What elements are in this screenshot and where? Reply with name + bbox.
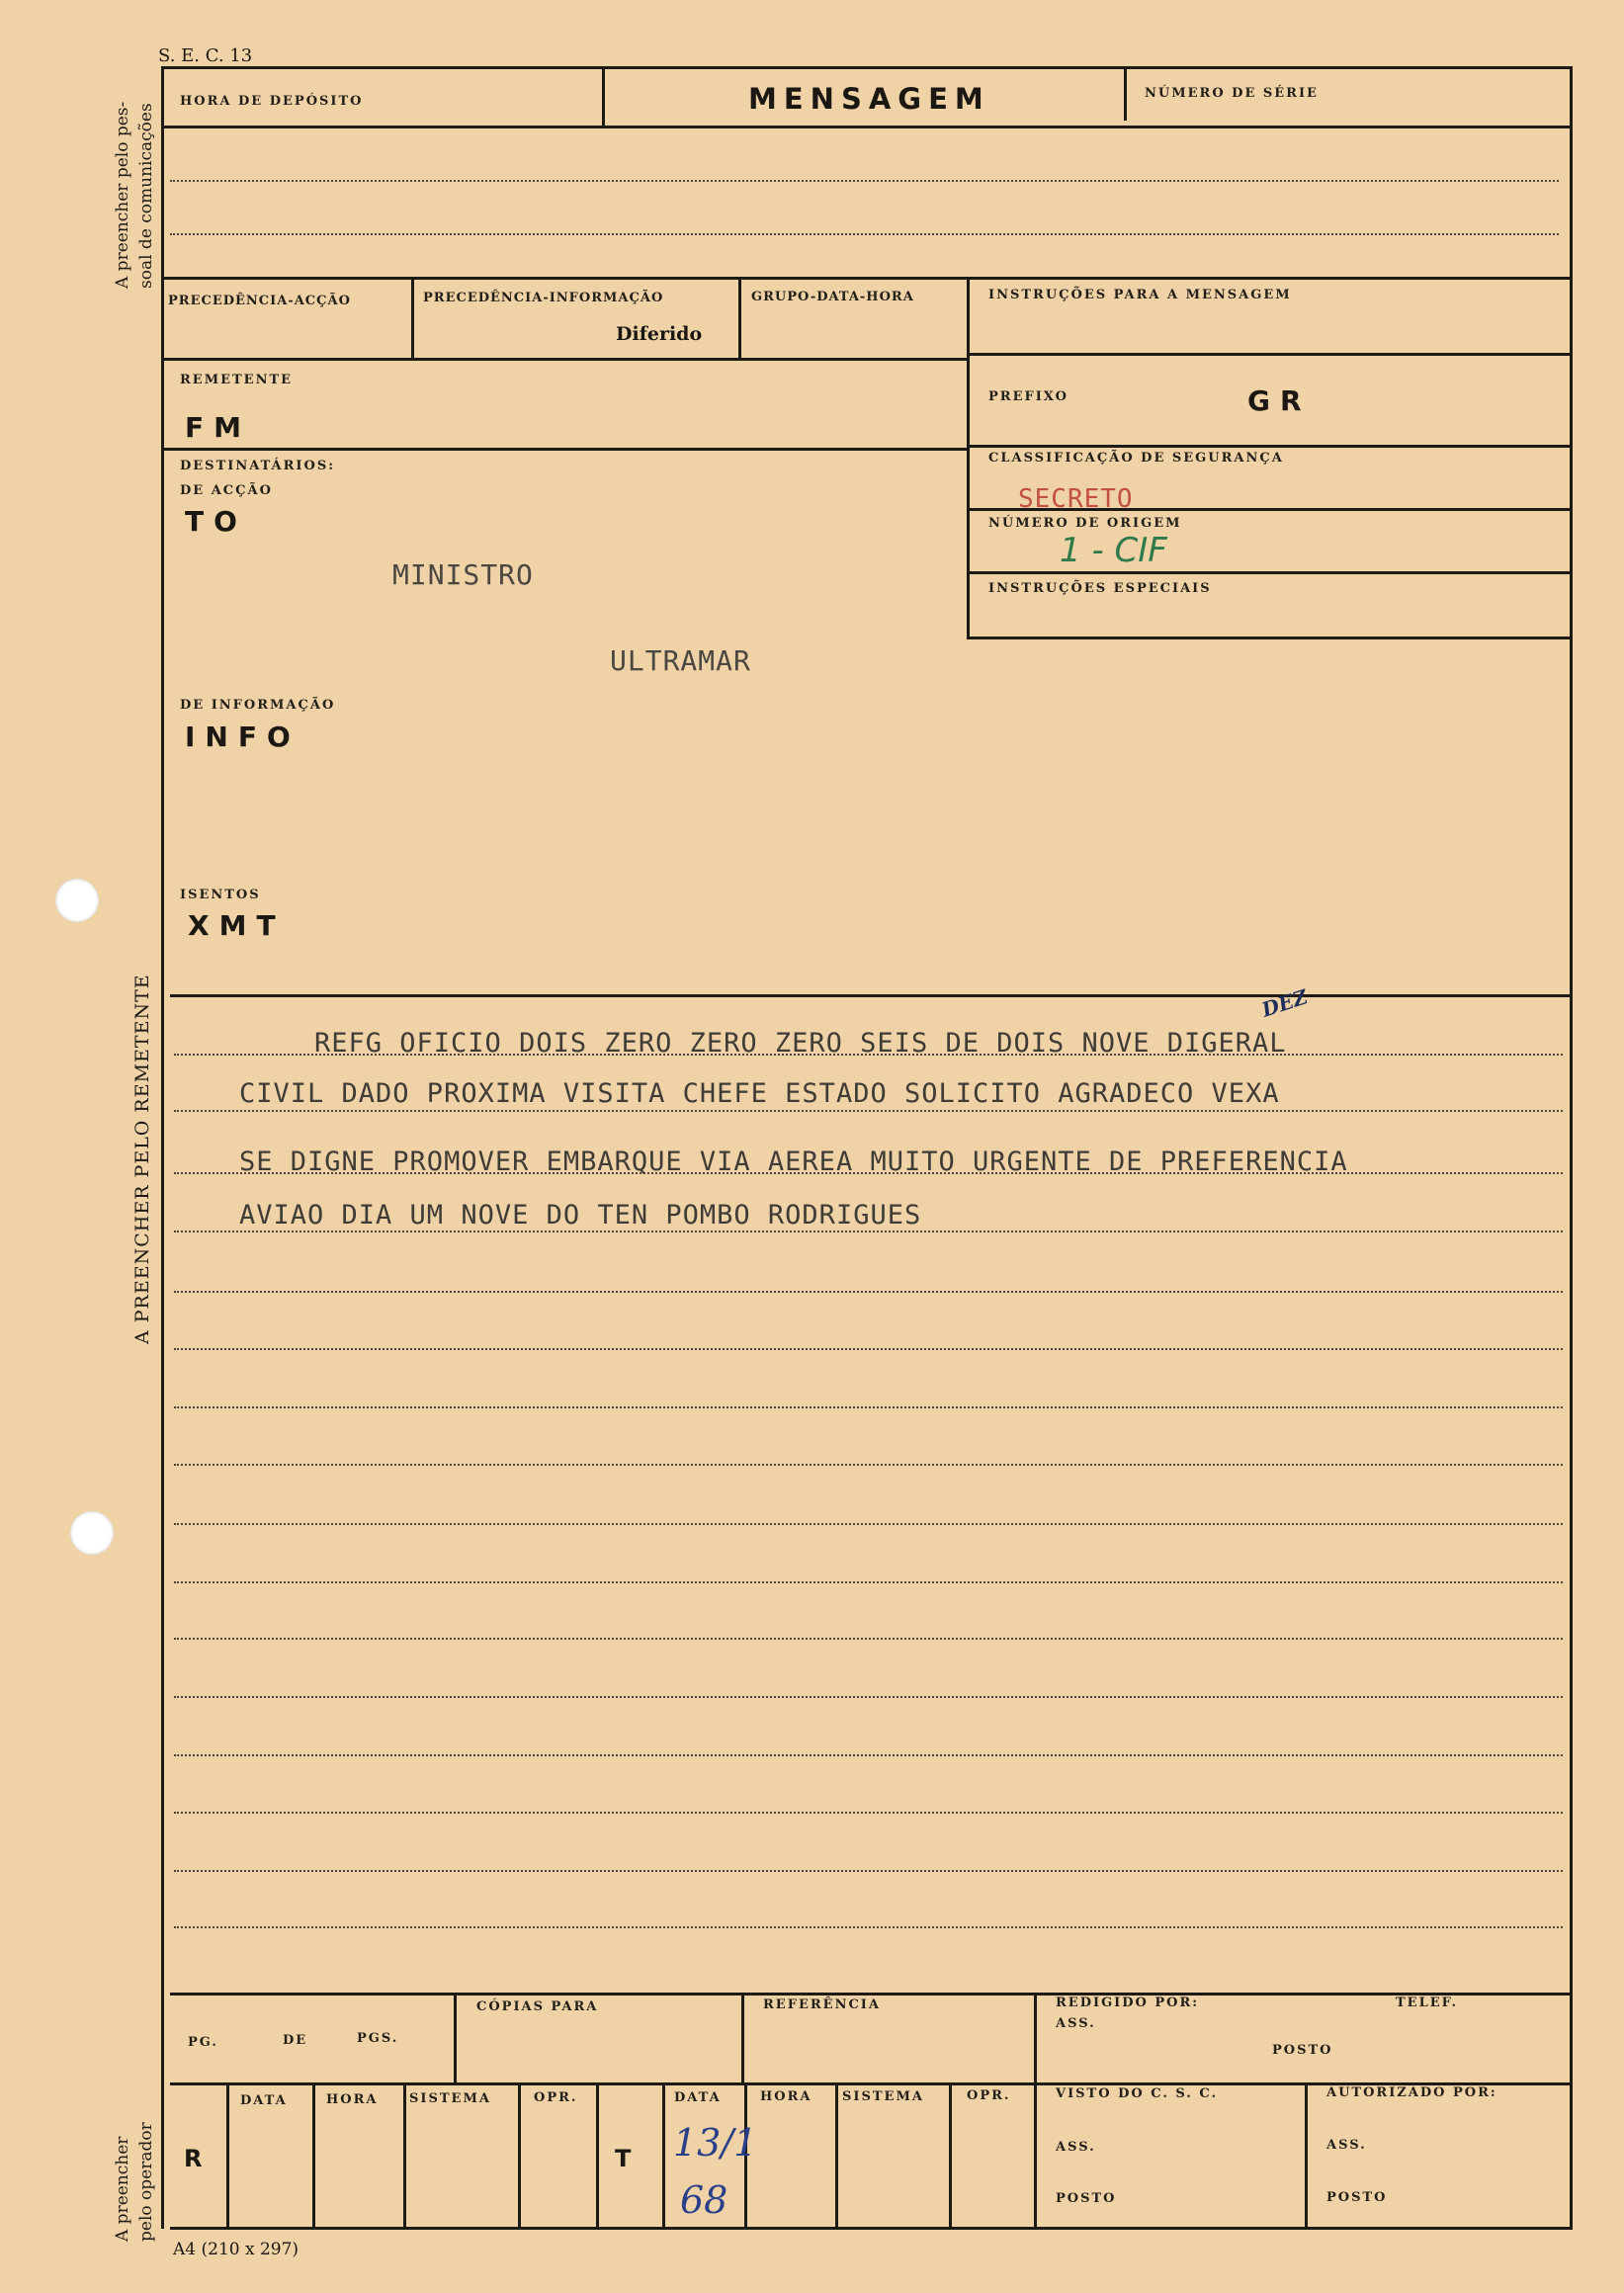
de-label: DE (283, 2033, 308, 2048)
prec-divider-2 (738, 280, 741, 359)
recipient-line-2: ULTRAMAR (610, 644, 751, 677)
side-note-bottom-line1: A preencher (113, 2136, 132, 2242)
pg-label: PG. (188, 2035, 218, 2050)
message-line-1: REFG OFICIO DOIS ZERO ZERO ZERO SEIS DE DOIS NOVE DIGERAL (314, 1028, 1287, 1059)
precedencia-informacao-value: Diferido (616, 323, 703, 345)
recipient-line-1: MINISTRO (392, 558, 534, 591)
visto-label: VISTO DO C. S. C. (1056, 2086, 1218, 2101)
de-informacao-code: INFO (185, 721, 300, 753)
t-hora-label: HORA (760, 2089, 812, 2104)
rule-header-bottom (161, 126, 1573, 128)
rule-footer-top (170, 1993, 1573, 1996)
header-dotted-line-2 (170, 233, 1559, 235)
classificacao-label: CLASSIFICAÇÃO DE SEGURANÇA (988, 451, 1284, 466)
r-opr-label: OPR. (534, 2090, 578, 2105)
frame-right (1570, 66, 1573, 2229)
op-divider-8 (835, 2085, 838, 2229)
rule-remetente-top (161, 358, 967, 361)
prefixo-label: PREFIXO (988, 389, 1068, 404)
side-note-top (111, 32, 158, 289)
de-informacao-label: DE INFORMAÇÃO (180, 698, 336, 713)
pgs-label: PGS. (357, 2031, 399, 2046)
classificacao-value: SECRETO (1018, 484, 1134, 514)
message-insertion: DEZ (1258, 984, 1311, 1022)
rule-top (161, 66, 1573, 69)
rule-message-top (170, 994, 1573, 997)
message-dotted-line-14 (174, 1812, 1563, 1814)
prec-divider-1 (411, 280, 414, 359)
message-dotted-line-8 (174, 1464, 1563, 1466)
side-note-bottom-line2: pelo operador (136, 2122, 156, 2242)
message-dotted-line-2 (174, 1110, 1563, 1112)
header-dotted-line-1 (170, 180, 1559, 182)
prec-divider-3 (967, 280, 970, 638)
r-code: R (184, 2145, 213, 2172)
footer-divider-1 (454, 1996, 457, 2084)
redigido-ass-label: ASS. (1056, 2016, 1096, 2031)
message-line-3: SE DIGNE PROMOVER EMBARQUE VIA AEREA MUITO URGENTE DE PREFERENCIA (239, 1146, 1348, 1177)
t-sistema-label: SISTEMA (842, 2089, 924, 2104)
precedencia-informacao-label: PRECEDÊNCIA-INFORMAÇÃO (423, 291, 664, 305)
message-dotted-line-1 (174, 1054, 1563, 1056)
message-line-4: AVIAO DIA UM NOVE DO TEN POMBO RODRIGUES (239, 1200, 922, 1231)
grupo-data-hora-label: GRUPO-DATA-HORA (751, 290, 914, 304)
side-note-top-line1: A preencher pelo pes- (113, 101, 132, 289)
message-line-2: CIVIL DADO PROXIMA VISITA CHEFE ESTADO SOLICITO AGRADECO VEXA (239, 1078, 1280, 1109)
numero-serie-label: NÚMERO DE SÉRIE (1145, 86, 1319, 101)
de-accao-code: TO (185, 505, 247, 538)
side-note-bottom (111, 2044, 158, 2242)
op-divider-6 (662, 2085, 665, 2229)
footer-divider-3 (1034, 1996, 1037, 2229)
footer-divider-2 (741, 1996, 744, 2084)
remetente-value: FM (185, 411, 251, 444)
op-divider-4 (518, 2085, 521, 2229)
side-note-top-line2: soal de comunicações (136, 103, 156, 289)
rule-bottom (170, 2227, 1573, 2230)
message-dotted-line-10 (174, 1581, 1563, 1583)
r-data-label: DATA (240, 2093, 288, 2108)
message-dotted-line-3 (174, 1172, 1563, 1174)
r-sistema-label: SISTEMA (409, 2091, 491, 2106)
form-code: S. E. C. 13 (158, 45, 253, 66)
rule-destinatarios-top (161, 448, 967, 451)
t-data-label: DATA (674, 2090, 722, 2105)
remetente-label: REMETENTE (180, 373, 294, 387)
message-dotted-line-4 (174, 1231, 1563, 1232)
t-code: T (615, 2145, 641, 2172)
message-dotted-line-6 (174, 1348, 1563, 1350)
autorizado-ass-label: ASS. (1326, 2138, 1367, 2153)
header-divider-2 (1124, 69, 1127, 121)
rule-numero-origem-top (967, 508, 1573, 511)
autorizado-posto-label: POSTO (1326, 2190, 1388, 2205)
punch-hole-top (55, 879, 99, 922)
t-opr-label: OPR. (967, 2088, 1011, 2103)
op-divider-1 (226, 2085, 229, 2229)
instrucoes-especiais-label: INSTRUÇÕES ESPECIAIS (988, 581, 1212, 596)
rule-precedence-top (161, 277, 1573, 280)
numero-origem-label: NÚMERO DE ORIGEM (988, 516, 1182, 531)
rule-prefixo-top (967, 353, 1573, 356)
rule-instrucoes-especiais-bottom (967, 637, 1573, 639)
hora-deposito-label: HORA DE DEPÓSITO (180, 94, 364, 109)
redigido-posto-label: POSTO (1272, 2043, 1333, 2058)
message-dotted-line-15 (174, 1870, 1563, 1872)
message-dotted-line-7 (174, 1406, 1563, 1408)
visto-ass-label: ASS. (1056, 2140, 1096, 2155)
destinatarios-label: DESTINATÁRIOS: (180, 459, 336, 473)
frame-left (161, 69, 164, 2229)
isentos-code: XMT (188, 909, 286, 942)
numero-origem-value: 1 - CIF (1060, 531, 1167, 570)
rule-instrucoes-especiais-top (967, 571, 1573, 574)
rule-classificacao-top (967, 445, 1573, 448)
de-accao-label: DE ACÇÃO (180, 483, 273, 498)
prefixo-value: GR (1247, 384, 1312, 417)
telef-label: TELEF. (1396, 1996, 1459, 2010)
message-title: MENSAGEM (748, 82, 990, 116)
op-divider-10 (1305, 2085, 1308, 2229)
op-divider-3 (403, 2085, 406, 2229)
isentos-label: ISENTOS (180, 888, 261, 902)
visto-posto-label: POSTO (1056, 2191, 1117, 2206)
redigido-label: REDIGIDO POR: (1056, 1996, 1200, 2010)
instrucoes-mensagem-label: INSTRUÇÕES PARA A MENSAGEM (988, 288, 1292, 302)
message-dotted-line-12 (174, 1696, 1563, 1698)
op-divider-9 (949, 2085, 952, 2229)
r-hora-label: HORA (326, 2092, 379, 2107)
message-dotted-line-11 (174, 1638, 1563, 1640)
header-divider-1 (602, 69, 605, 127)
autorizado-label: AUTORIZADO POR: (1326, 2085, 1497, 2100)
message-dotted-line-16 (174, 1926, 1563, 1928)
side-note-middle: A PREENCHER PELO REMETENTE (131, 974, 153, 1344)
op-divider-5 (596, 2085, 599, 2229)
t-date-day: 13/1 (673, 2121, 758, 2165)
message-dotted-line-9 (174, 1523, 1563, 1525)
message-dotted-line-13 (174, 1754, 1563, 1756)
op-divider-2 (312, 2085, 315, 2229)
punch-hole-bottom (70, 1511, 114, 1555)
precedencia-accao-label: PRECEDÊNCIA-ACÇÃO (168, 294, 351, 308)
message-dotted-line-5 (174, 1291, 1563, 1293)
referencia-label: REFERÊNCIA (763, 1997, 881, 2012)
copias-label: CÓPIAS PARA (476, 1999, 599, 2014)
t-date-year: 68 (680, 2178, 728, 2222)
paper-size: A4 (210 x 297) (173, 2240, 299, 2259)
